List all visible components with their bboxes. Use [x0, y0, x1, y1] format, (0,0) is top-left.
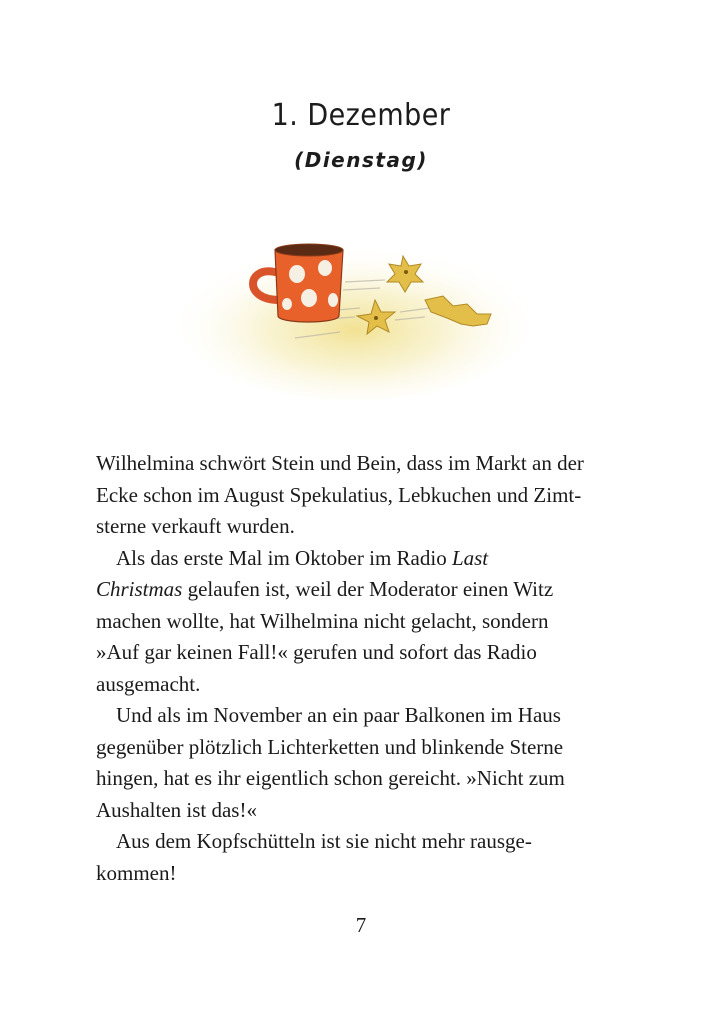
text-line: sterne verkauft wurden.	[96, 514, 295, 538]
text-line: hingen, hat es ihr eigentlich schon gereicht. »Nicht zum	[96, 766, 565, 790]
text-line: Ecke schon im August Spekulatius, Lebkuchen und Zimt-	[96, 482, 582, 507]
text-line: Aus dem Kopfschütteln ist sie nicht mehr rausge-	[116, 829, 532, 853]
text-line: Aushalten ist das!«	[96, 797, 257, 822]
text-line: gegenüber plötzlich Lichterketten und blinkende Sterne	[96, 734, 564, 759]
text-line: Wilhelmina schwört Stein und Bein, dass im Markt an der	[96, 451, 584, 475]
text-line	[96, 543, 636, 575]
text-line: ausgemacht.	[96, 671, 201, 696]
page-number: 7	[355, 913, 367, 937]
mug-body	[275, 250, 343, 322]
story-text	[96, 448, 636, 889]
chapter-subtitle: (Dienstag)	[294, 148, 428, 172]
text-line: machen wollte, hat Wilhelmina nicht gelacht, sondern	[96, 608, 549, 633]
chapter-title: 1. Dezember	[271, 98, 451, 133]
mug-rim	[275, 244, 343, 256]
coffee-mug-with-star-cookies-illustration	[175, 220, 545, 410]
text-segment: gelaufen ist, weil der Moderator einen Witz	[182, 577, 554, 601]
text-line	[96, 574, 636, 606]
text-line: »Auf gar keinen Fall!« gerufen und sofort das Radio	[96, 640, 537, 664]
text-line: kommen!	[96, 860, 177, 885]
text-line: Und als im November an ein paar Balkonen im Haus	[116, 703, 561, 727]
text-segment: Als das erste Mal im Oktober im Radio	[116, 545, 452, 570]
italic-title: Christmas	[96, 577, 183, 601]
italic-title: Last	[451, 545, 489, 570]
